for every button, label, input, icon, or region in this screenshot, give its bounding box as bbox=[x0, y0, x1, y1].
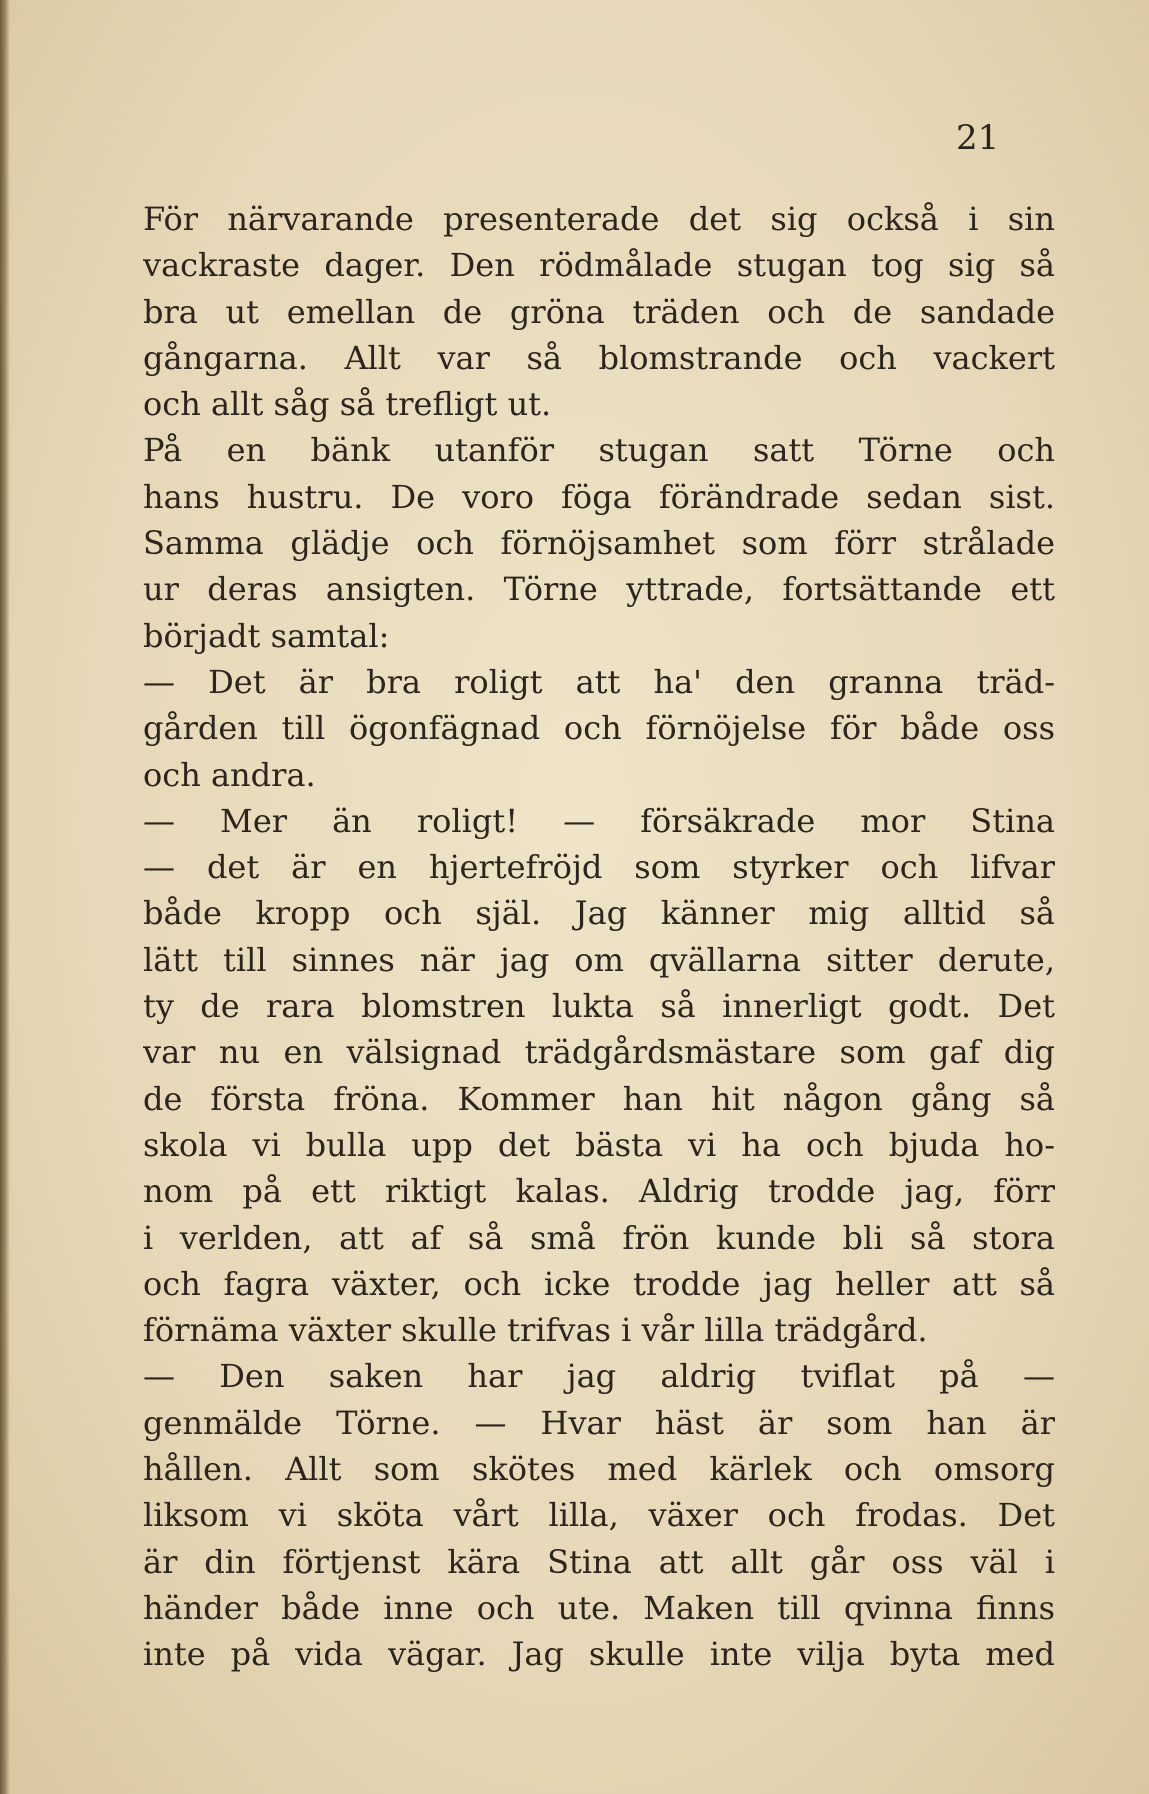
text-line: händer både inne och ute. Maken till qvinna finns bbox=[143, 1588, 1055, 1627]
text-line: nom på ett riktigt kalas. Aldrig trodde jag, förr bbox=[143, 1172, 1055, 1211]
text-line: och allt såg så trefligt ut. bbox=[143, 385, 552, 424]
text-line: förnäma växter skulle trifvas i vår lilla trädgård. bbox=[143, 1311, 928, 1350]
text-line: är din förtjenst kära Stina att allt går oss väl i bbox=[143, 1542, 1055, 1581]
text-line: skola vi bulla upp det bästa vi ha och bjuda ho- bbox=[143, 1125, 1055, 1164]
text-line: i verlden, att af så små frön kunde bli så stora bbox=[143, 1218, 1055, 1257]
text-line: gården till ögonfägnad och förnöjelse för både oss bbox=[143, 709, 1055, 748]
text-line: börjadt samtal: bbox=[143, 616, 390, 655]
text-line: genmälde Törne. — Hvar häst är som han är bbox=[143, 1403, 1055, 1442]
text-line: gångarna. Allt var så blomstrande och vackert bbox=[143, 338, 1055, 377]
text-line: ty de rara blomstren lukta så innerligt godt. Det bbox=[143, 987, 1055, 1026]
text-line: vackraste dager. Den rödmålade stugan tog sig så bbox=[143, 246, 1055, 285]
text-line: inte på vida vägar. Jag skulle inte vilja byta med bbox=[143, 1635, 1055, 1674]
text-line: — Den saken har jag aldrig tviflat på — bbox=[143, 1357, 1055, 1396]
text-line: För närvarande presenterade det sig också i sin bbox=[143, 200, 1055, 238]
text-line: både kropp och själ. Jag känner mig alltid så bbox=[143, 894, 1055, 933]
text-line: bra ut emellan de gröna träden och de sandade bbox=[143, 292, 1055, 331]
text-line: hans hustru. De voro föga förändrade sedan sist. bbox=[143, 477, 1055, 516]
text-line: Samma glädje och förnöjsamhet som förr strålade bbox=[143, 524, 1055, 563]
text-line: och andra. bbox=[143, 755, 316, 794]
text-line: — det är en hjertefröjd som styrker och lifvar bbox=[143, 848, 1055, 887]
text-line: — Mer än roligt! — försäkrade mor Stina bbox=[143, 801, 1055, 840]
text-line: hållen. Allt som skötes med kärlek och omsorg bbox=[143, 1450, 1055, 1489]
text-line: ur deras ansigten. Törne yttrade, fortsättande ett bbox=[143, 570, 1055, 609]
text-line: liksom vi sköta vårt lilla, växer och frodas. Det bbox=[143, 1496, 1055, 1535]
text-line: var nu en välsignad trädgårdsmästare som gaf dig bbox=[143, 1033, 1055, 1072]
text-line: och fagra växter, och icke trodde jag heller att så bbox=[143, 1264, 1055, 1303]
text-line: de första fröna. Kommer han hit någon gång så bbox=[143, 1079, 1055, 1118]
text-line: På en bänk utanför stugan satt Törne och bbox=[143, 431, 1055, 470]
text-line: — Det är bra roligt att ha' den granna träd- bbox=[143, 662, 1055, 701]
page-number: 21 bbox=[956, 118, 1000, 158]
text-line: lätt till sinnes när jag om qvällarna sitter derute, bbox=[143, 940, 1055, 979]
body-text bbox=[143, 196, 1055, 1678]
